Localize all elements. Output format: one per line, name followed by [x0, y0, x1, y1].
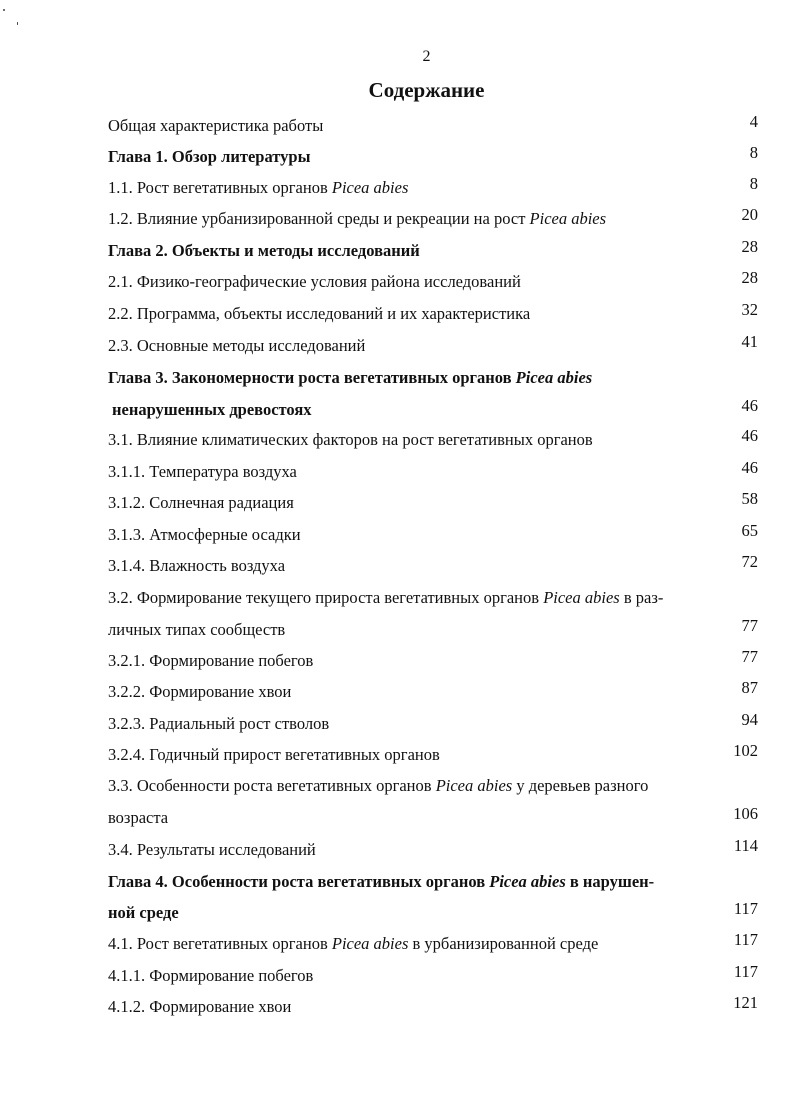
toc-entry [108, 398, 758, 422]
toc-page-number: 41 [741, 332, 758, 351]
toc-text: личных типах сообществ [108, 620, 286, 639]
toc-text: в раз- [619, 588, 664, 607]
toc-page-number: 46 [741, 458, 758, 477]
toc-page-number: 46 [741, 396, 758, 415]
species-name: Picea abies [331, 934, 409, 953]
toc-text: 3.2.2. Формирование хвои [108, 682, 292, 701]
toc-text: ной среде [108, 903, 179, 922]
species-name: Picea abies [543, 588, 620, 607]
toc-entry-title [108, 870, 654, 894]
toc-text: Глава 1. Обзор литературы [108, 147, 311, 166]
toc-text: Общая характеристика работы [108, 116, 324, 135]
toc-entry [108, 270, 758, 294]
toc-text: 4.1. Рост вегетативных органов [108, 934, 332, 953]
toc-page-number: 106 [733, 804, 758, 823]
toc-entry [108, 523, 758, 547]
toc-entry [108, 554, 758, 578]
toc-entry-title [108, 806, 168, 830]
toc-entry [108, 774, 758, 798]
toc-page-number: 114 [733, 836, 758, 855]
toc-entry-title [108, 838, 316, 862]
toc-entry [108, 838, 758, 862]
toc-page-number: 58 [741, 489, 758, 508]
toc-entry [108, 680, 758, 704]
toc-entry-title [108, 995, 291, 1019]
toc-entry [108, 995, 758, 1019]
toc-entry [108, 806, 758, 830]
toc-entry-title [108, 712, 329, 736]
toc-entry-title [108, 239, 420, 263]
toc-page-number: 87 [741, 678, 758, 697]
page-number: 2 [422, 48, 431, 65]
toc-text: 2.2. Программа, объекты исследований и их характеристика [108, 304, 531, 323]
toc-page-number: 77 [741, 616, 758, 635]
toc-text: 1.1. Рост вегетативных органов [108, 178, 332, 197]
toc-entry-title [108, 114, 323, 138]
toc-entry [108, 145, 758, 169]
toc-page-number: 117 [733, 962, 758, 981]
toc-entry-title [108, 554, 285, 578]
species-name: Picea abies [331, 178, 409, 197]
toc-text: в урбанизированной среде [408, 934, 599, 953]
toc-text: возраста [108, 808, 169, 827]
toc-page-number: 117 [733, 930, 758, 949]
toc-entry-title [108, 428, 593, 452]
toc-text: 3.2.1. Формирование побегов [108, 651, 314, 670]
toc-entry-title [108, 964, 313, 988]
toc-entry-title [108, 649, 313, 673]
toc-entry-title [108, 302, 530, 326]
toc-entry-title [108, 366, 592, 390]
toc-text: Глава 3. Закономерности роста вегетативных органов [108, 368, 516, 387]
toc-page-number: 121 [733, 993, 758, 1012]
toc-text: ненарушенных древостоях [112, 400, 312, 419]
species-name: Picea abies [515, 368, 593, 387]
toc-entry-title [108, 932, 598, 956]
toc-text: 3.1.3. Атмосферные осадки [108, 525, 301, 544]
toc-text: у деревьев разного [512, 776, 649, 795]
toc-entry-title [112, 398, 312, 422]
toc-entry [108, 302, 758, 326]
toc-text: 3.4. Результаты исследований [108, 840, 316, 859]
toc-entry-title [108, 176, 408, 200]
toc-text: 3.1.4. Влажность воздуха [108, 556, 286, 575]
toc-page-number: 94 [741, 710, 758, 729]
toc-text: 1.2. Влияние урбанизированной среды и рекреации на рост [108, 209, 530, 228]
toc-text: 2.1. Физико-географические условия района исследований [108, 272, 521, 291]
toc-page-number: 117 [733, 899, 758, 918]
toc-entry-title [108, 334, 365, 358]
toc-entry [108, 618, 758, 642]
toc-text: Глава 2. Объекты и методы исследований [108, 241, 420, 260]
toc-entry [108, 649, 758, 673]
toc-page-number: 4 [749, 112, 758, 131]
page-title: Содержание [368, 78, 485, 102]
toc-text: 3.3. Особенности роста вегетативных органов [108, 776, 436, 795]
toc-text: 3.1.1. Температура воздуха [108, 462, 297, 481]
toc-entry [108, 176, 758, 200]
toc-entry [108, 334, 758, 358]
toc-entry [108, 114, 758, 138]
toc-text: 3.2.3. Радиальный рост стволов [108, 714, 330, 733]
toc-entry [108, 586, 758, 610]
toc-page-number: 72 [741, 552, 758, 571]
toc-page-number: 8 [749, 143, 758, 162]
toc-entry-title [108, 145, 311, 169]
toc-entry [108, 207, 758, 231]
scan-speck [3, 9, 5, 11]
toc-text: 4.1.1. Формирование побегов [108, 966, 314, 985]
toc-text: 2.3. Основные методы исследований [108, 336, 366, 355]
toc-text: 3.1.2. Солнечная радиация [108, 493, 294, 512]
toc-page-number: 102 [733, 741, 758, 760]
toc-entry-title [108, 901, 179, 925]
toc-text: 3.2. Формирование текущего прироста вегетативных органов [108, 588, 544, 607]
toc-page-number: 77 [741, 647, 758, 666]
toc-text: 3.1. Влияние климатических факторов на рост вегетативных органов [108, 430, 593, 449]
toc-entry [108, 366, 758, 390]
toc-entry [108, 239, 758, 263]
species-name: Picea abies [435, 776, 513, 795]
toc-entry-title [108, 523, 301, 547]
toc-entry-title [108, 270, 521, 294]
toc-entry [108, 870, 758, 894]
toc-entry-title [108, 618, 285, 642]
toc-entry-title [108, 743, 440, 767]
toc-page-number: 65 [741, 521, 758, 540]
scan-speck [17, 22, 18, 25]
toc-entry [108, 901, 758, 925]
species-name: Picea abies [489, 872, 566, 891]
toc-entry-title [108, 207, 606, 231]
species-name: Picea abies [529, 209, 607, 228]
toc-entry-title [108, 491, 294, 515]
toc-page-number: 8 [749, 174, 758, 193]
toc-entry [108, 460, 758, 484]
toc-entry-title [108, 460, 297, 484]
toc-entry-title [108, 680, 291, 704]
toc-entry [108, 428, 758, 452]
toc-page-number: 46 [741, 426, 758, 445]
toc-text: в нарушен- [565, 872, 655, 891]
toc-entry [108, 964, 758, 988]
toc-entry-title [108, 774, 648, 798]
toc-entry [108, 743, 758, 767]
toc-entry [108, 491, 758, 515]
toc-page-number: 28 [741, 268, 758, 287]
toc-page-number: 28 [741, 237, 758, 256]
toc-text: Глава 4. Особенности роста вегетативных органов [108, 872, 490, 891]
toc-page-number: 32 [741, 300, 758, 319]
toc-text: 4.1.2. Формирование хвои [108, 997, 292, 1016]
toc-text: 3.2.4. Годичный прирост вегетативных органов [108, 745, 440, 764]
toc-page-number: 20 [741, 205, 758, 224]
toc-entry [108, 932, 758, 956]
toc-entry [108, 712, 758, 736]
toc-entry-title [108, 586, 663, 610]
